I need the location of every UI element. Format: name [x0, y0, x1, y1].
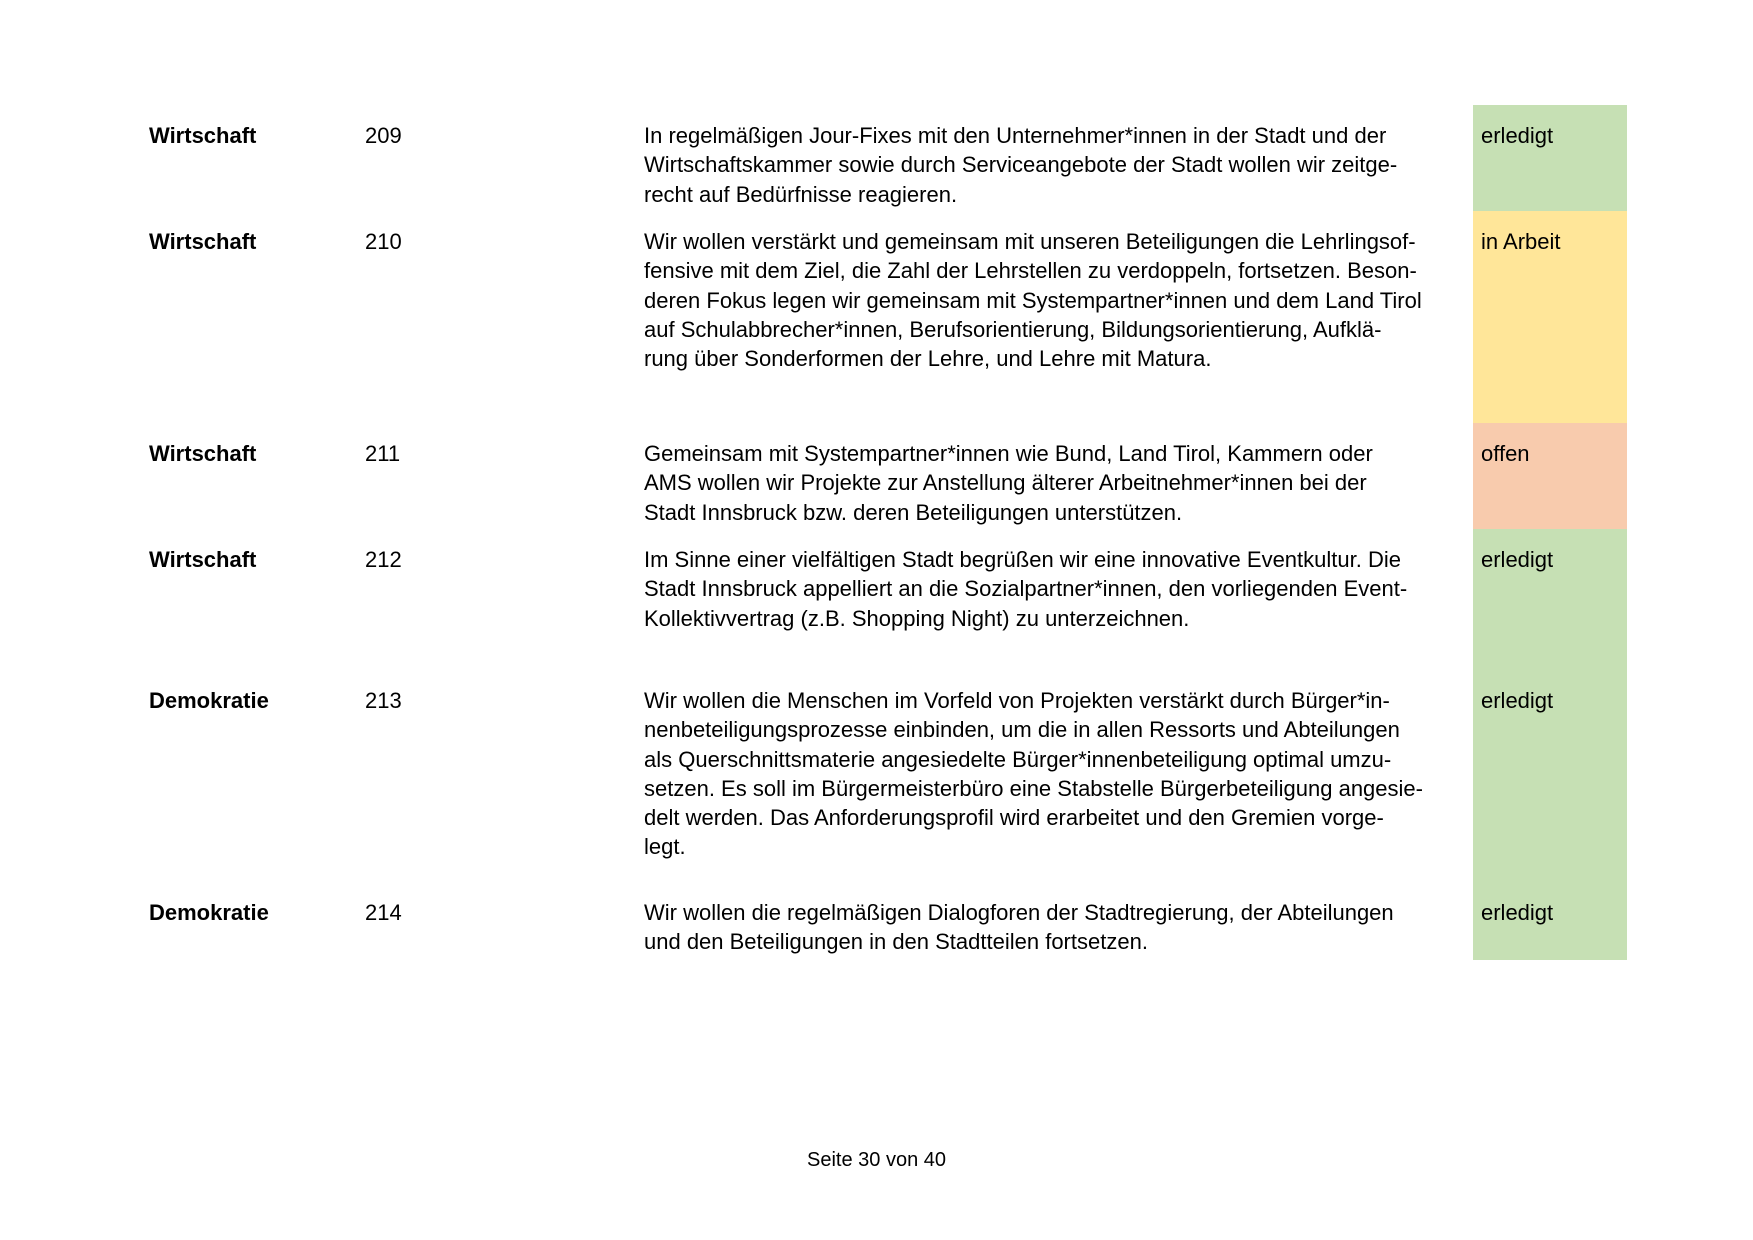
status-cell: erledigt: [1473, 105, 1627, 211]
row-number: 212: [365, 547, 402, 572]
table-row: [0, 105, 1753, 211]
table-row: [0, 211, 1753, 423]
row-category: Demokratie: [149, 900, 269, 925]
row-number: 213: [365, 688, 402, 713]
description-line: als Querschnittsmaterie angesiedelte Bürger*innenbeteiligung optimal umzu-: [644, 746, 1392, 772]
description-line: Wir wollen die Menschen im Vorfeld von Projekten verstärkt durch Bürger*in-: [644, 688, 1390, 713]
status-cell: in Arbeit: [1473, 211, 1627, 423]
row-category: Wirtschaft: [149, 547, 257, 572]
status-cell: offen: [1473, 423, 1627, 529]
row-number: 210: [365, 229, 402, 254]
description-line: delt werden. Das Anforderungsprofil wird erarbeitet und den Gremien vorge-: [644, 805, 1384, 831]
description-line: setzen. Es soll im Bürgermeisterbüro eine Stabstelle Bürgerbeteiligung angesie-: [644, 775, 1423, 801]
description-line: fensive mit dem Ziel, die Zahl der Lehrstellen zu verdoppeln, fortsetzen. Beson-: [644, 258, 1417, 284]
table-row: [0, 670, 1753, 882]
row-description: [644, 121, 1464, 209]
description-line: Gemeinsam mit Systempartner*innen wie Bund, Land Tirol, Kammern oder: [644, 441, 1373, 466]
description-line: legt.: [644, 834, 686, 860]
table-row: [0, 423, 1753, 529]
row-description: [644, 898, 1464, 957]
row-number: 214: [365, 900, 402, 925]
table-row: [0, 882, 1753, 960]
row-category: Demokratie: [149, 688, 269, 713]
table-row: [0, 529, 1753, 670]
page-number: Seite 30 von 40: [807, 1149, 946, 1171]
description-line: Stadt Innsbruck appelliert an die Sozialpartner*innen, den vorliegenden Event-: [644, 576, 1408, 602]
description-line: In regelmäßigen Jour-Fixes mit den Unternehmer*innen in der Stadt und der: [644, 123, 1387, 148]
description-line: deren Fokus legen wir gemeinsam mit Systempartner*innen und dem Land Tirol: [644, 287, 1422, 313]
status-cell: erledigt: [1473, 529, 1627, 670]
status-cell: erledigt: [1473, 670, 1627, 882]
row-category: Wirtschaft: [149, 123, 257, 148]
description-line: Kollektivvertrag (z.B. Shopping Night) zu unterzeichnen.: [644, 605, 1190, 631]
description-line: Wirtschaftskammer sowie durch Serviceangebote der Stadt wollen wir zeitge-: [644, 152, 1398, 178]
description-line: auf Schulabbrecher*innen, Berufsorientierung, Bildungsorientierung, Aufklä-: [644, 316, 1382, 342]
description-line: Wir wollen verstärkt und gemeinsam mit unseren Beteiligungen die Lehrlingsof-: [644, 229, 1416, 254]
row-description: [644, 439, 1464, 527]
row-description: [644, 227, 1464, 373]
description-line: recht auf Bedürfnisse reagieren.: [644, 181, 958, 207]
row-category: Wirtschaft: [149, 441, 257, 466]
description-line: nenbeteiligungsprozesse einbinden, um die in allen Ressorts und Abteilungen: [644, 717, 1400, 743]
row-number: 209: [365, 123, 402, 148]
description-line: rung über Sonderformen der Lehre, und Lehre mit Matura.: [644, 346, 1212, 372]
description-line: Stadt Innsbruck bzw. deren Beteiligungen unterstützen.: [644, 499, 1183, 525]
row-category: Wirtschaft: [149, 229, 257, 254]
description-line: und den Beteiligungen in den Stadtteilen fortsetzen.: [644, 929, 1148, 955]
description-line: AMS wollen wir Projekte zur Anstellung älterer Arbeitnehmer*innen bei der: [644, 470, 1367, 496]
row-description: [644, 545, 1464, 633]
row-number: 211: [365, 441, 401, 466]
row-description: [644, 686, 1464, 862]
description-line: Im Sinne einer vielfältigen Stadt begrüßen wir eine innovative Eventkultur. Die: [644, 547, 1401, 572]
status-cell: erledigt: [1473, 882, 1627, 960]
description-line: Wir wollen die regelmäßigen Dialogforen der Stadtregierung, der Abteilungen: [644, 900, 1394, 925]
